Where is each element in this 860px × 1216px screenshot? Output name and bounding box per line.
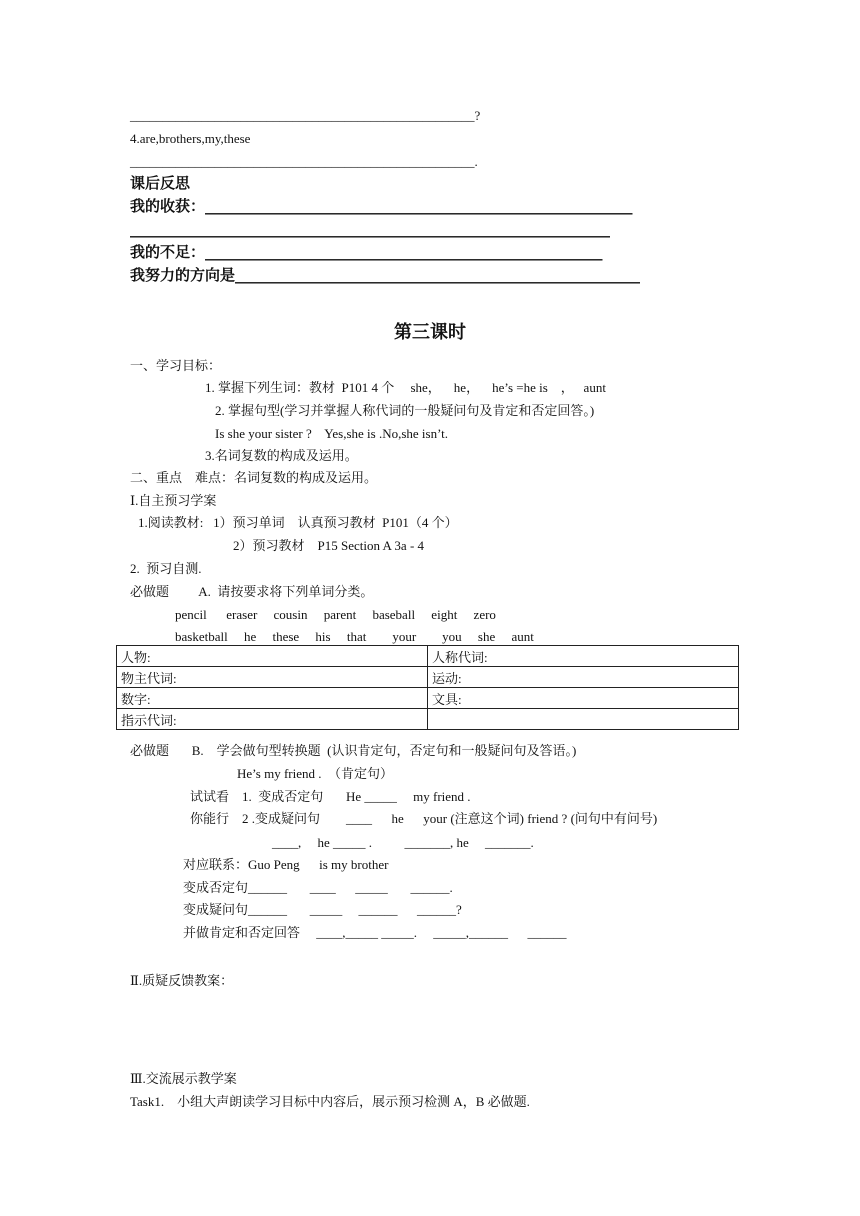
task-b-can: 你能行 2 .变成疑问句 ____ he your (注意这个词) friend ? (问句中有问号)	[190, 811, 658, 826]
reflection-gain: 我的收获：_________________________________________________________	[130, 197, 633, 215]
table-cell: 文具:	[428, 688, 739, 709]
classification-table	[116, 645, 739, 730]
key-points: 二、重点 难点：名词复数的构成及运用。	[130, 470, 378, 485]
preview-header: Ⅰ.自主预习学案	[130, 493, 217, 508]
goal-2: 2. 掌握句型(学习并掌握人称代词的一般疑问句及肯定和否定回答。)	[215, 403, 595, 418]
table-row	[117, 667, 739, 688]
goals-header: 一、学习目标：	[130, 358, 222, 373]
task-b-relate: 对应联系：Guo Peng is my brother	[183, 857, 389, 872]
reflection-gain-continued: ________________________________________________________________	[130, 220, 610, 238]
task-b-reply: 并做肯定和否定回答 ____,_____ _____. _____,______ ______	[183, 925, 567, 940]
word-list-2: basketball he these his that your you she aunt	[175, 629, 534, 644]
goal-2-example: Is she your sister ? Yes,she is .No,she isn’t.	[215, 426, 449, 441]
table-cell	[428, 709, 739, 730]
table-cell: 人物:	[117, 646, 428, 667]
preview-self-test: 2. 预习自测.	[130, 561, 202, 576]
blank-line-answer: _____________________________________________________.	[130, 154, 478, 169]
task-b-header: 必做题 B. 学会做句型转换题 (认识肯定句，否定句和一般疑问句及答语。)	[130, 743, 577, 758]
task-b-try: 试试看 1. 变成否定句 He _____ my friend .	[190, 789, 471, 804]
task-b-negative: 变成否定句______ ____ _____ ______.	[183, 880, 453, 895]
goal-3: 3.名词复数的构成及运用。	[205, 448, 358, 463]
reflection-heading: 课后反思	[130, 174, 191, 192]
lesson-title: 第三课时	[394, 322, 466, 343]
reflection-direction: 我努力的方向是______________________________________________________	[130, 266, 641, 284]
blank-line-question: _____________________________________________________?	[130, 108, 481, 123]
task-b-answer: ____, he _____ . _______, he _______.	[272, 835, 534, 850]
table-row	[117, 646, 739, 667]
task-b-question: 变成疑问句______ _____ ______ ______?	[183, 902, 462, 917]
table-cell: 运动:	[428, 667, 739, 688]
table-cell: 数字:	[117, 688, 428, 709]
task-b-sentence: He’s my friend . （肯定句）	[237, 766, 393, 781]
table-cell: 指示代词:	[117, 709, 428, 730]
table-row	[117, 688, 739, 709]
preview-read-2: 2）预习教材 P15 Section A 3a - 4	[233, 538, 425, 553]
table-cell: 人称代词:	[428, 646, 739, 667]
exchange-task-1: Task1. 小组大声朗读学习目标中内容后，展示预习检测 A，B 必做题.	[130, 1094, 530, 1109]
question-4: 4.are,brothers,my,these	[130, 131, 251, 146]
table-row	[117, 709, 739, 730]
exchange-header: Ⅲ.交流展示教学案	[130, 1071, 237, 1086]
preview-read: 1.阅读教材: 1）预习单词 认真预习教材 P101（4 个）	[138, 515, 458, 530]
table-cell: 物主代词:	[117, 667, 428, 688]
reflection-lack: 我的不足：_____________________________________________________	[130, 243, 603, 261]
task-a-header: 必做题 A. 请按要求将下列单词分类。	[130, 584, 374, 599]
word-list-1: pencil eraser cousin parent baseball eight zero	[175, 607, 496, 622]
feedback-header: Ⅱ.质疑反馈教案：	[130, 973, 234, 988]
goal-1: 1. 掌握下列生词：教材 P101 4 个 she， he， he’s =he is ， aunt	[205, 380, 606, 395]
